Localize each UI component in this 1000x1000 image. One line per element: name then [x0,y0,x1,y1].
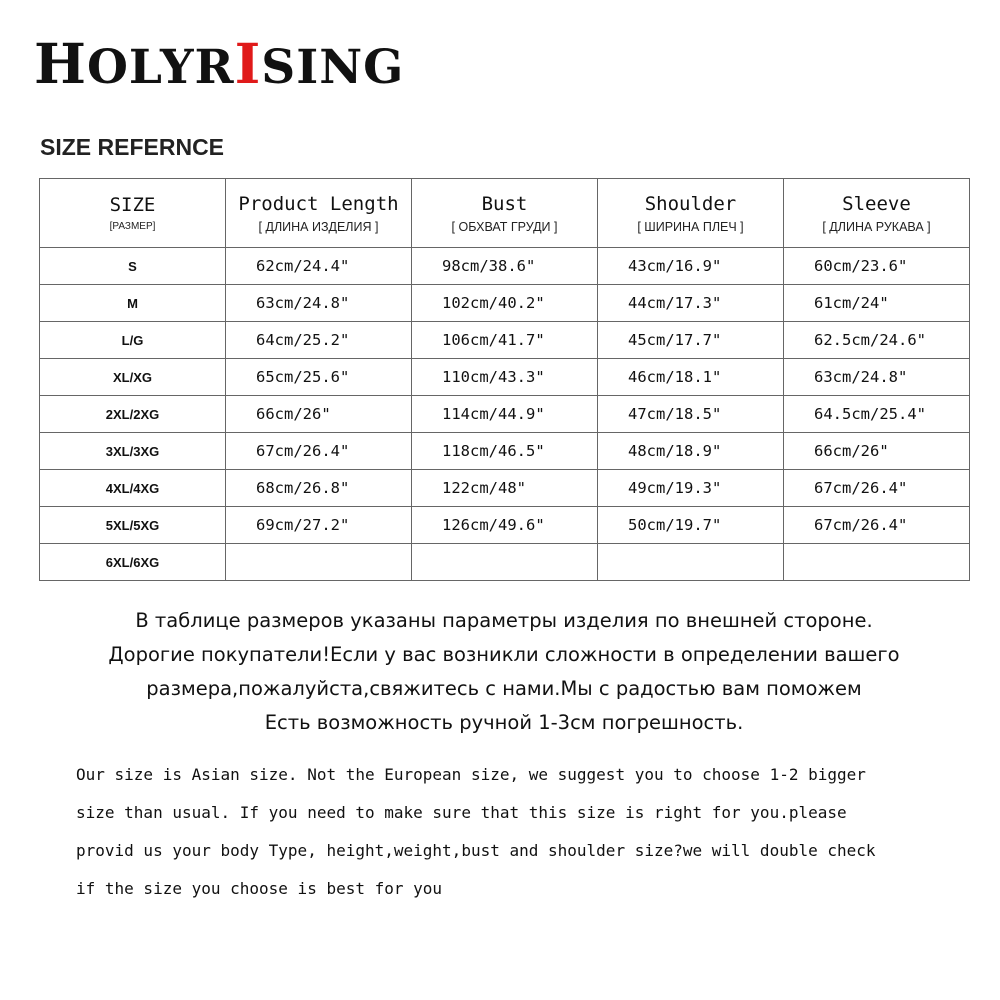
bust-cell: 118cm/46.5" [412,433,598,470]
header-label-ru: [ ДЛИНА ИЗДЕЛИЯ ] [258,219,379,234]
sleeve-cell: 61cm/24" [784,285,970,322]
sleeve-cell: 60cm/23.6" [784,248,970,285]
size-cell: XL/XG [40,359,226,396]
table-row [40,322,970,359]
table-row [40,359,970,396]
english-note [76,756,986,908]
russian-note-line: размера,пожалуйста,свяжитесь с нами.Мы с радостью вам поможем [146,677,862,700]
bust-cell: 110cm/43.3" [412,359,598,396]
russian-note-line: Есть возможность ручной 1-3см погрешность. [264,711,744,734]
logo-text-1: OLYR [86,40,235,95]
header-label: Bust [481,192,528,215]
sleeve-cell: 62.5cm/24.6" [784,322,970,359]
header-label-ru: [ ОБХВАТ ГРУДИ ] [451,219,558,234]
table-row [40,544,970,581]
bust-cell: 122cm/48" [412,470,598,507]
size-cell: M [40,285,226,322]
brand-logo [34,31,405,96]
shoulder-cell: 44cm/17.3" [598,285,784,322]
size-cell: 5XL/5XG [40,507,226,544]
size-cell: L/G [40,322,226,359]
sleeve-cell: 67cm/26.4" [784,470,970,507]
russian-note [0,604,1000,740]
shoulder-cell [598,544,784,581]
shoulder-cell: 50cm/19.7" [598,507,784,544]
header-label-ru: [ ШИРИНА ПЛЕЧ ] [637,219,744,234]
english-note-line: size than usual. If you need to make sure that this size is right for you.please [76,803,847,822]
logo-accent-letter: I [234,31,262,96]
sleeve-cell: 63cm/24.8" [784,359,970,396]
table-row [40,396,970,433]
length-cell: 63cm/24.8" [226,285,412,322]
bust-cell: 98cm/38.6" [412,248,598,285]
header-product-length [226,179,412,248]
page-title: SIZE REFERNCE [40,134,225,160]
sleeve-cell: 67cm/26.4" [784,507,970,544]
length-cell: 66cm/26" [226,396,412,433]
size-cell: S [40,248,226,285]
table-row [40,248,970,285]
bust-cell: 126cm/49.6" [412,507,598,544]
size-cell: 3XL/3XG [40,433,226,470]
shoulder-cell: 46cm/18.1" [598,359,784,396]
length-cell: 67cm/26.4" [226,433,412,470]
sleeve-cell [784,544,970,581]
shoulder-cell: 47cm/18.5" [598,396,784,433]
length-cell: 64cm/25.2" [226,322,412,359]
header-label-ru: [РАЗМЕР] [109,221,156,232]
bust-cell: 106cm/41.7" [412,322,598,359]
english-note-line: provid us your body Type, height,weight,bust and shoulder size?we will double check [76,841,876,860]
english-note-line: Our size is Asian size. Not the European size, we suggest you to choose 1-2 bigger [76,765,866,784]
table-row [40,470,970,507]
shoulder-cell: 49cm/19.3" [598,470,784,507]
table-header-row [40,179,970,248]
size-cell: 6XL/6XG [40,544,226,581]
size-cell: 4XL/4XG [40,470,226,507]
logo-initial: H [34,31,87,96]
bust-cell [412,544,598,581]
length-cell [226,544,412,581]
shoulder-cell: 43cm/16.9" [598,248,784,285]
length-cell: 62cm/24.4" [226,248,412,285]
header-size [40,179,226,248]
logo-text-2: SING [261,40,405,95]
shoulder-cell: 45cm/17.7" [598,322,784,359]
header-label: Shoulder [644,192,737,215]
header-label: Product Length [238,192,399,215]
length-cell: 69cm/27.2" [226,507,412,544]
header-bust [412,179,598,248]
size-table [39,178,970,581]
length-cell: 65cm/25.6" [226,359,412,396]
table-row [40,507,970,544]
size-cell: 2XL/2XG [40,396,226,433]
shoulder-cell: 48cm/18.9" [598,433,784,470]
sleeve-cell: 66cm/26" [784,433,970,470]
header-label-ru: [ ДЛИНА РУКАВА ] [822,219,931,234]
table-row [40,285,970,322]
length-cell: 68cm/26.8" [226,470,412,507]
english-note-line: if the size you choose is best for you [76,879,443,898]
table-row [40,433,970,470]
russian-note-line: Дорогие покупатели!Если у вас возникли сложности в определении вашего [108,643,900,666]
header-sleeve [784,179,970,248]
russian-note-line: В таблице размеров указаны параметры изделия по внешней стороне. [135,609,873,632]
header-label: SIZE [109,194,156,216]
header-shoulder [598,179,784,248]
sleeve-cell: 64.5cm/25.4" [784,396,970,433]
header-label: Sleeve [842,192,911,215]
bust-cell: 102cm/40.2" [412,285,598,322]
bust-cell: 114cm/44.9" [412,396,598,433]
